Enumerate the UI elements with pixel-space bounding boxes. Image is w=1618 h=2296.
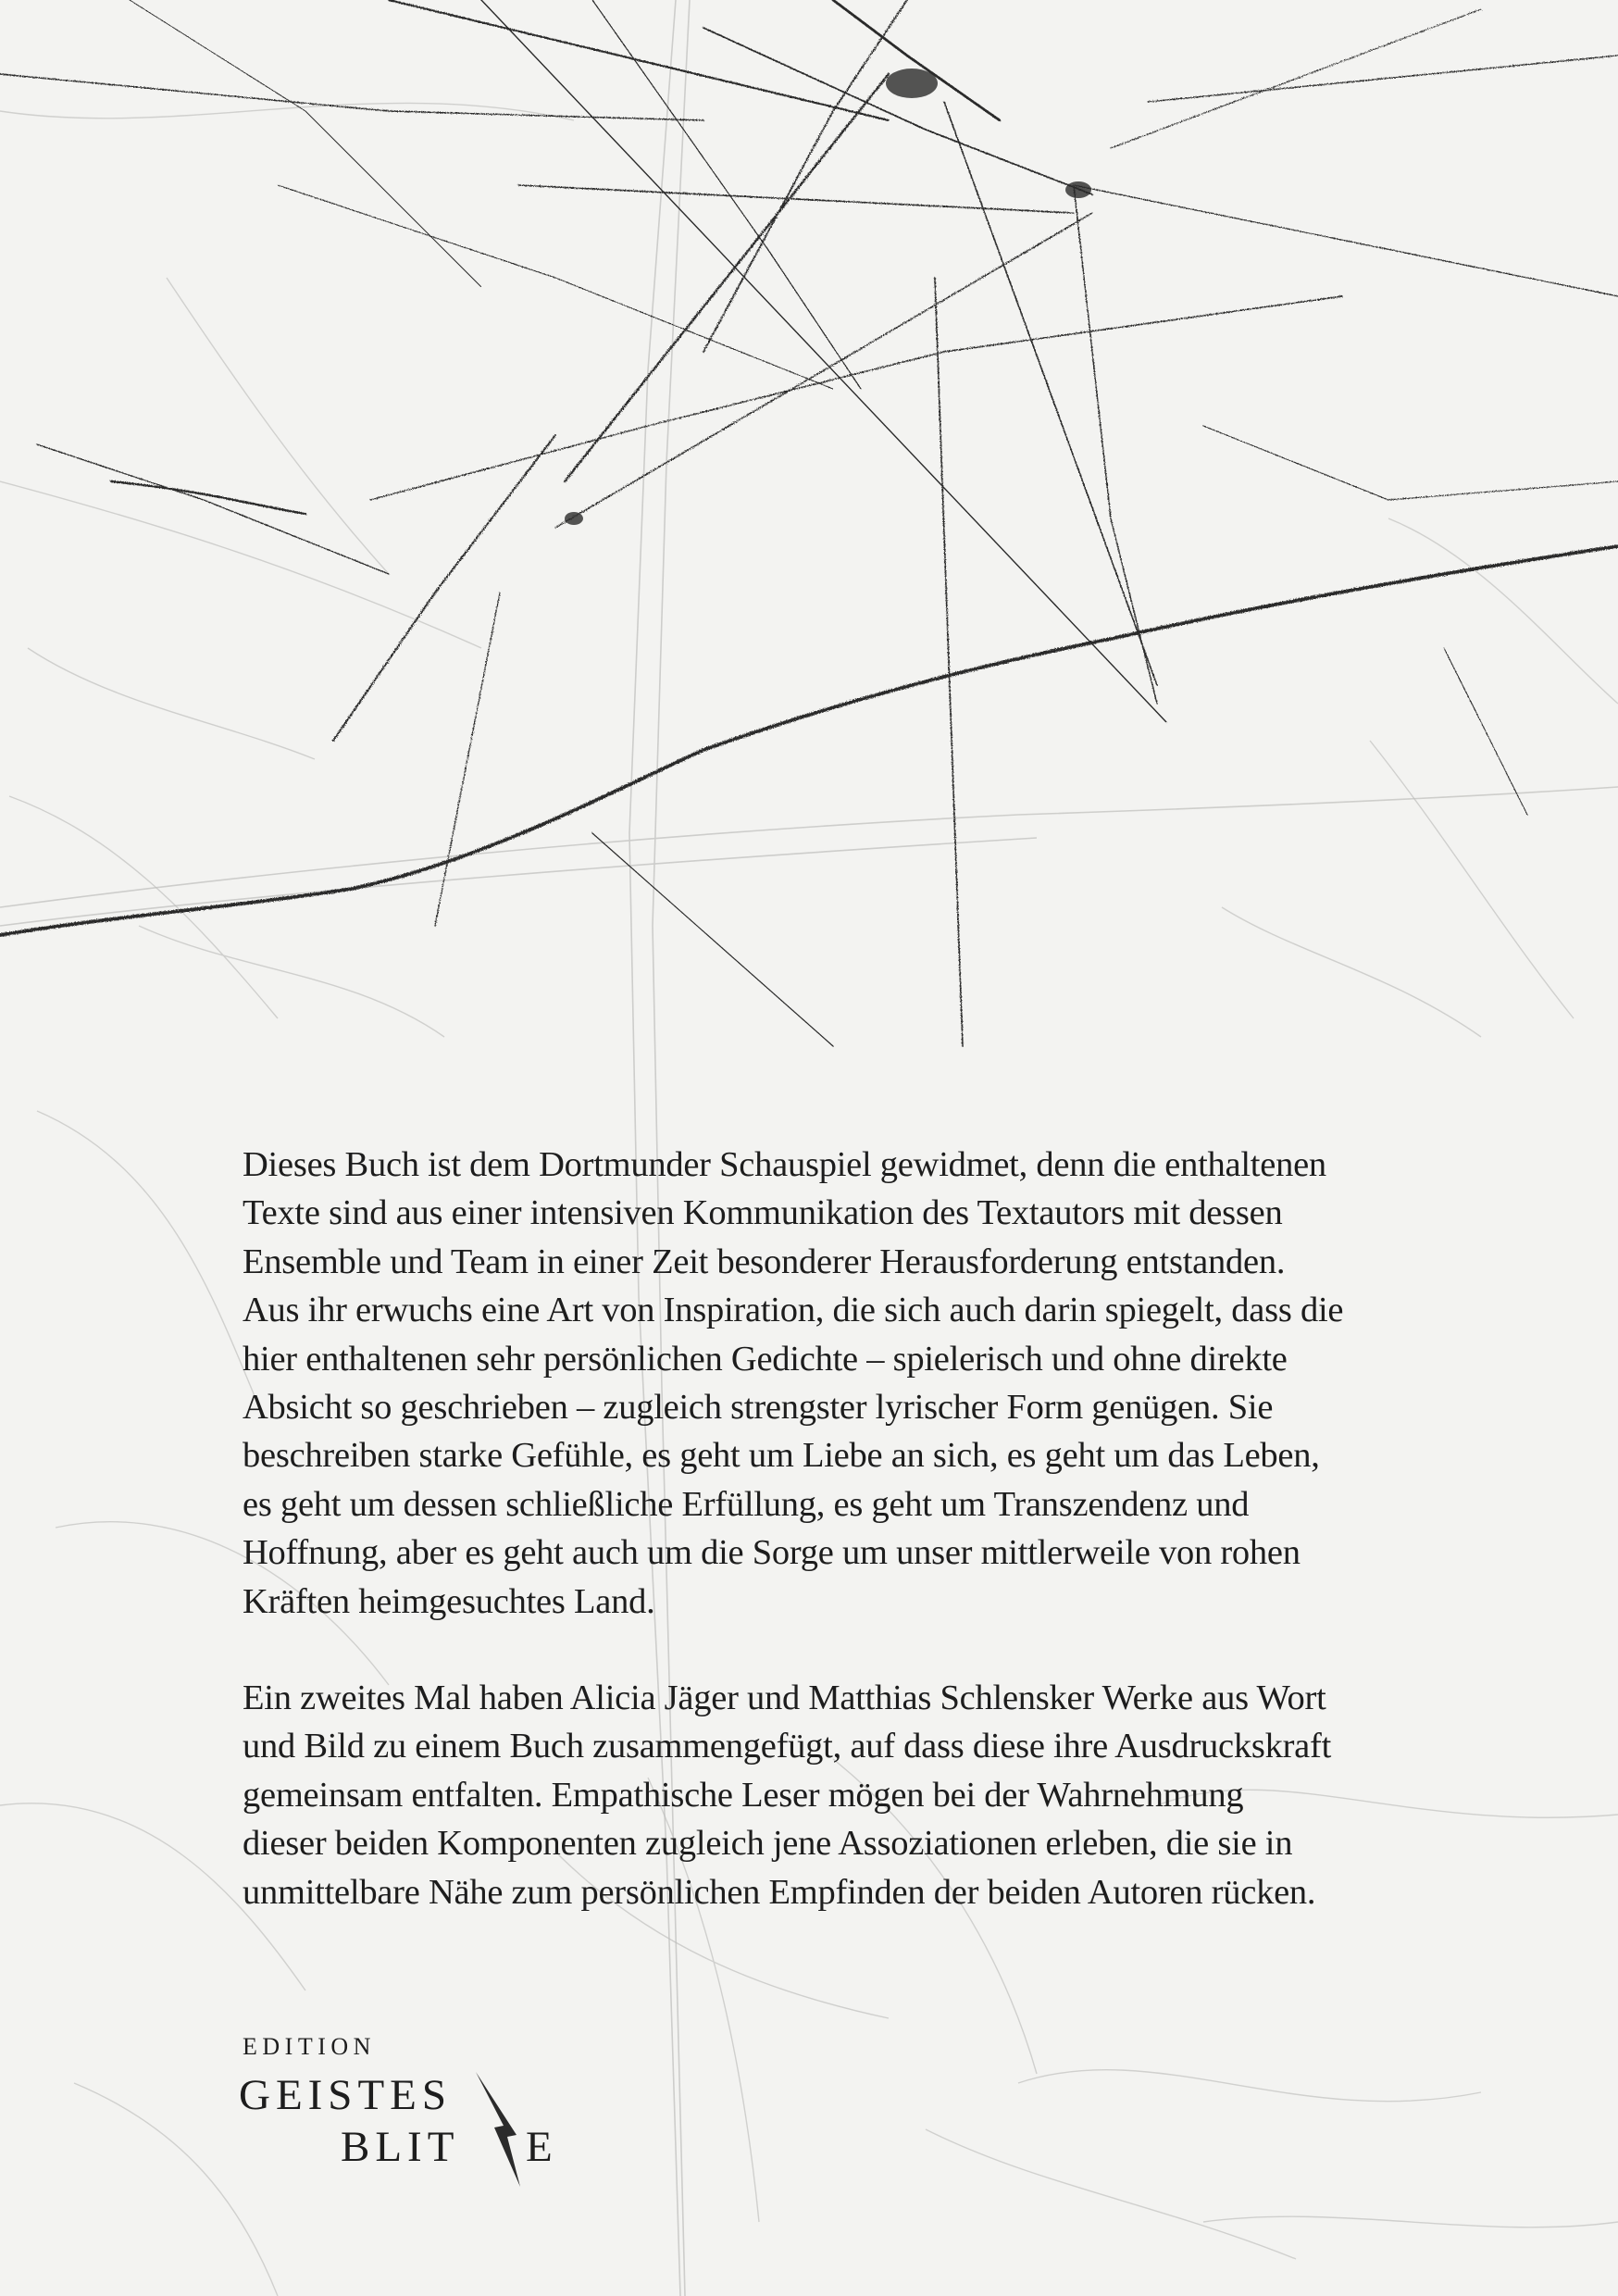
- text-line: Absicht so geschrieben – zugleich strengster lyrischer Form genügen. Sie: [243, 1388, 1274, 1428]
- publisher-edition: EDITION: [243, 2033, 376, 2060]
- body-text: [243, 1141, 1520, 1916]
- text-line: Ein zweites Mal haben Alicia Jäger und Matthias Schlensker Werke aus Wort: [243, 1678, 1326, 1718]
- lightning-bolt-icon: [476, 2072, 524, 2187]
- paragraph-gap: [243, 1626, 1520, 1674]
- publisher-geistes: GEISTES: [239, 2071, 452, 2119]
- text-line: Dieses Buch ist dem Dortmunder Schauspiel gewidmet, denn die enthaltenen: [243, 1145, 1326, 1184]
- text-line: Ensemble und Team in einer Zeit besonderer Herausforderung entstanden.: [243, 1242, 1286, 1281]
- publisher-blit: BLIT: [341, 2123, 460, 2171]
- text-line: Texte sind aus einer intensiven Kommunikation des Textautors mit dessen: [243, 1193, 1283, 1233]
- text-line: gemeinsam entfalten. Empathische Leser mögen bei der Wahrnehmung: [243, 1775, 1244, 1815]
- text-line: hier enthaltenen sehr persönlichen Gedichte – spielerisch und ohne direkte: [243, 1339, 1288, 1379]
- text-line: dieser beiden Komponenten zugleich jene Assoziationen erleben, die sie in: [243, 1824, 1293, 1864]
- publisher-logo: [239, 2033, 572, 2190]
- text-line: Hoffnung, aber es geht auch um die Sorge um unser mittlerweile von rohen: [243, 1533, 1301, 1573]
- publisher-e: E: [526, 2123, 553, 2171]
- text-line: Aus ihr erwuchs eine Art von Inspiration, die sich auch darin spiegelt, dass die: [243, 1291, 1344, 1330]
- text-line: beschreiben starke Gefühle, es geht um Liebe an sich, es geht um das Leben,: [243, 1436, 1320, 1476]
- text-line: Kräften heimgesuchtes Land.: [243, 1581, 655, 1621]
- text-line: unmittelbare Nähe zum persönlichen Empfinden der beiden Autoren rücken.: [243, 1872, 1316, 1912]
- text-line: es geht um dessen schließliche Erfüllung, es geht um Transzendenz und: [243, 1484, 1250, 1524]
- paragraph-2: [243, 1674, 1520, 1916]
- text-line: und Bild zu einem Buch zusammengefügt, auf dass diese ihre Ausdruckskraft: [243, 1727, 1332, 1766]
- paragraph-1: [243, 1141, 1520, 1626]
